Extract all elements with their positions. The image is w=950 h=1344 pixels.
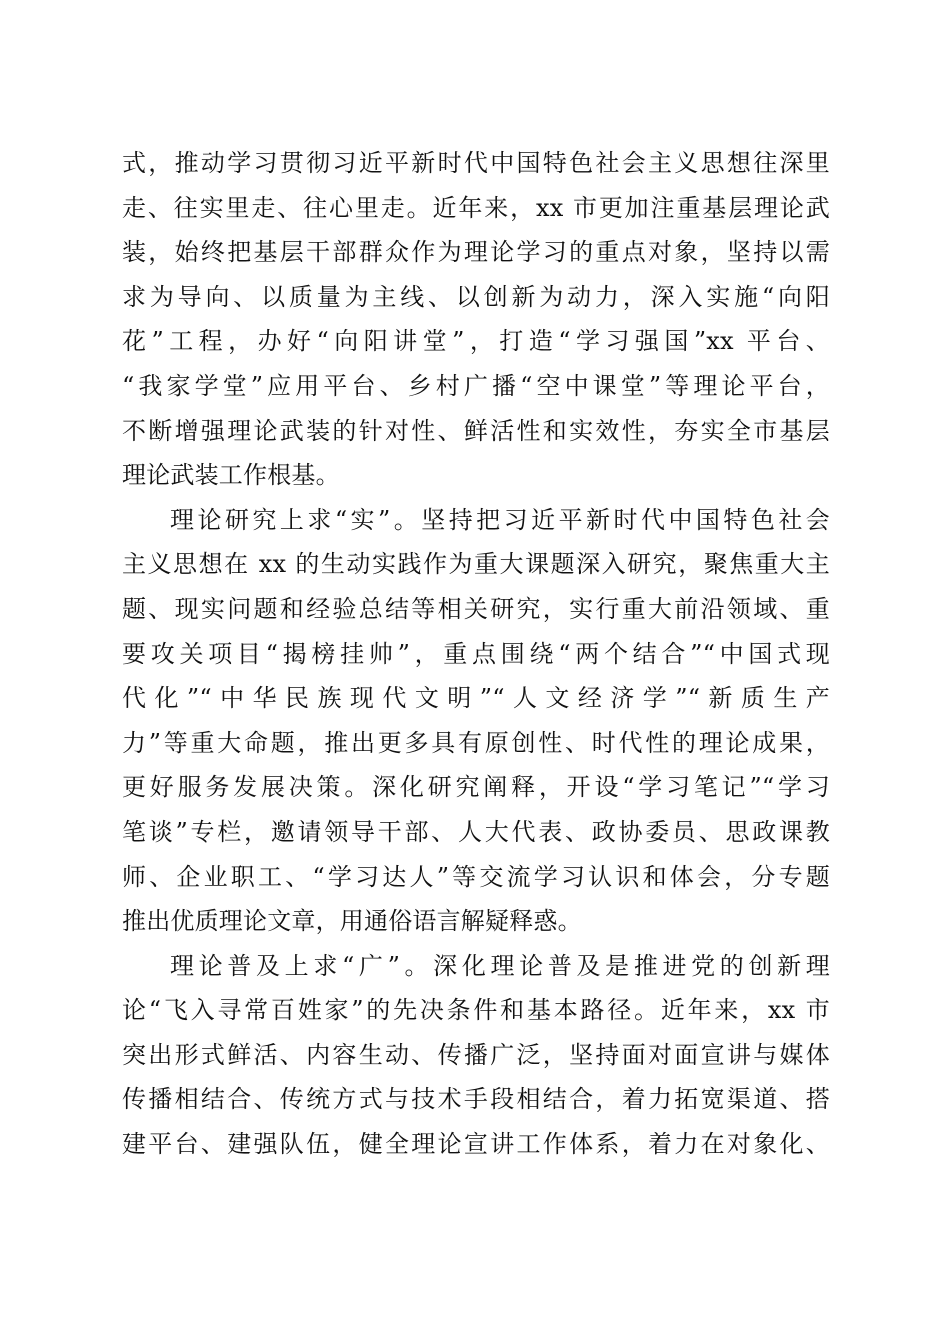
text-line: 主义思想在 xx 的生动实践作为重大课题深入研究，聚焦重大主 bbox=[122, 550, 830, 579]
text-line: 不断增强理论武装的针对性、鲜活性和实效性，夯实全市基层 bbox=[122, 416, 830, 445]
text-line: 要攻关项目“揭榜挂帅”，重点围绕“两个结合”“中国式现 bbox=[122, 639, 830, 668]
text-line: 笔谈”专栏，邀请领导干部、人大代表、政协委员、思政课教 bbox=[122, 817, 830, 846]
body-text bbox=[122, 141, 830, 1167]
text-line: 建平台、建强队伍，健全理论宣讲工作体系，着力在对象化、 bbox=[122, 1130, 830, 1159]
paragraph-2 bbox=[122, 498, 830, 944]
text-line: 题、现实问题和经验总结等相关研究，实行重大前沿领域、重 bbox=[122, 594, 830, 623]
text-line: 传播相结合、传统方式与技术手段相结合，着力拓宽渠道、搭 bbox=[122, 1085, 830, 1114]
text-line: 理论研究上求“实”。坚持把习近平新时代中国特色社会 bbox=[170, 505, 830, 534]
text-line: 师、企业职工、“学习达人”等交流学习认识和体会，分专题 bbox=[122, 862, 830, 891]
paragraph-1 bbox=[122, 141, 830, 498]
paragraph-3 bbox=[122, 944, 830, 1167]
text-line: 式，推动学习贯彻习近平新时代中国特色社会主义思想往深里 bbox=[122, 149, 830, 177]
text-line: 求为导向、以质量为主线、以创新为动力，深入实施“向阳 bbox=[122, 282, 830, 311]
text-line: 理论普及上求“广”。深化理论普及是推进党的创新理 bbox=[170, 951, 830, 980]
text-line: 花”工程，办好“向阳讲堂”，打造“学习强国”xx 平台、 bbox=[122, 327, 830, 356]
text-line: 更好服务发展决策。深化研究阐释，开设“学习笔记”“学习 bbox=[122, 773, 830, 802]
text-line: 论“飞入寻常百姓家”的先决条件和基本路径。近年来，xx 市 bbox=[122, 996, 830, 1025]
text-line: 装，始终把基层干部群众作为理论学习的重点对象，坚持以需 bbox=[122, 238, 830, 267]
text-line: 力”等重大命题，推出更多具有原创性、时代性的理论成果， bbox=[122, 728, 830, 757]
text-line: 突出形式鲜活、内容生动、传播广泛，坚持面对面宣讲与媒体 bbox=[122, 1040, 830, 1069]
text-line: 推出优质理论文章，用通俗语言解疑释惑。 bbox=[122, 907, 582, 936]
text-line: “我家学堂”应用平台、乡村广播“空中课堂”等理论平台， bbox=[122, 371, 830, 400]
text-line: 代化”“中华民族现代文明”“人文经济学”“新质生产 bbox=[122, 684, 830, 713]
text-line: 走、往实里走、往心里走。近年来，xx 市更加注重基层理论武 bbox=[122, 193, 830, 222]
text-line: 理论武装工作根基。 bbox=[122, 461, 340, 490]
